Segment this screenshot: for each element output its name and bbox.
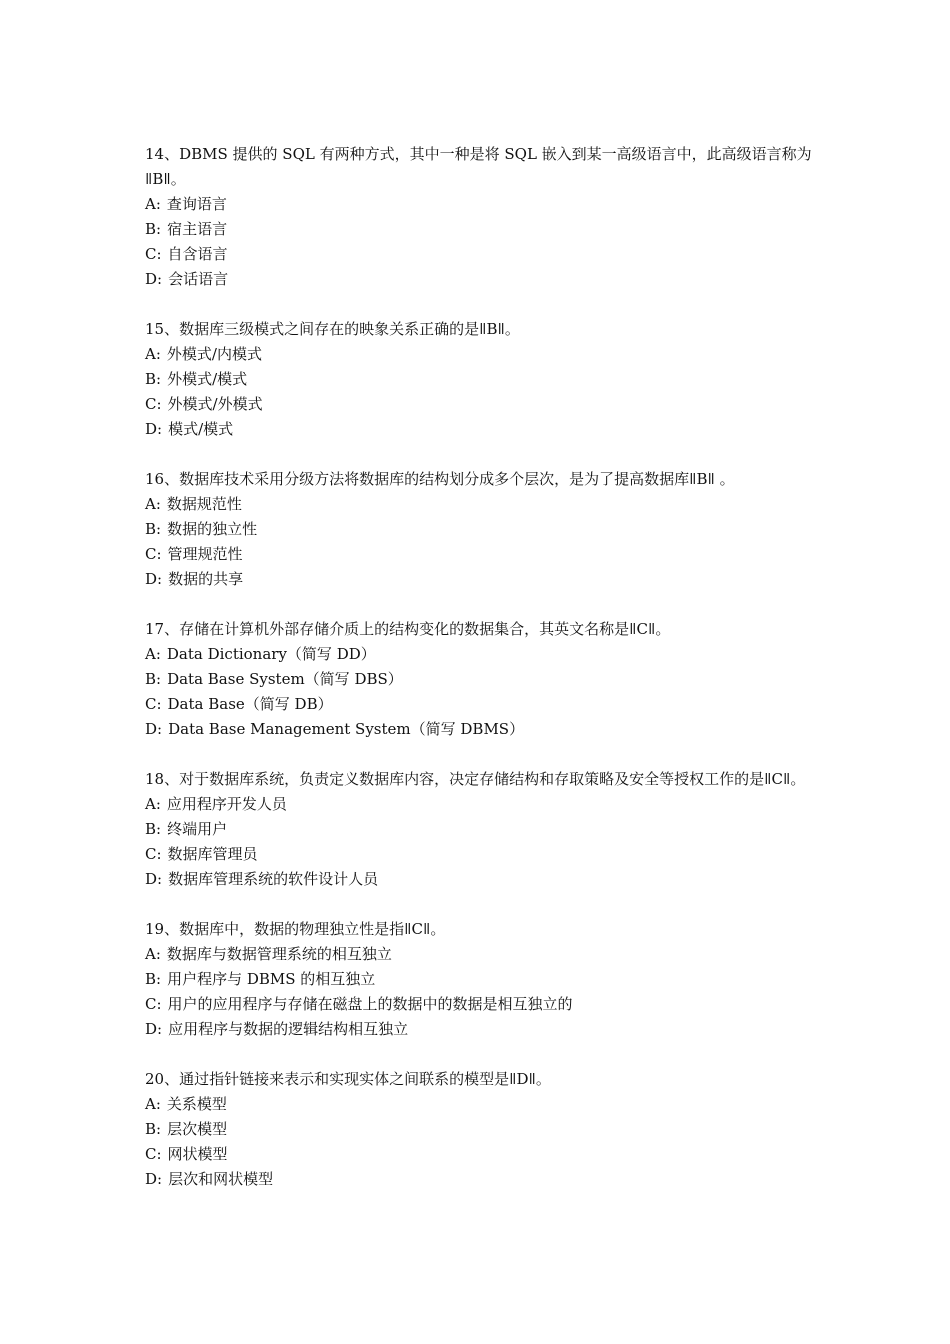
option-a <box>145 492 815 517</box>
option-letter: D: <box>145 570 163 588</box>
option-b <box>145 817 815 842</box>
option-text: 关系模型 <box>166 1095 227 1113</box>
option-c <box>145 1142 815 1167</box>
option-text: 数据库与数据管理系统的相互独立 <box>166 945 392 963</box>
option-letter: D: <box>145 1020 163 1038</box>
option-text: 用户程序与 DBMS 的相互独立 <box>167 970 376 988</box>
option-text: 会话语言 <box>168 270 229 288</box>
option-c <box>145 992 815 1017</box>
option-b <box>145 367 815 392</box>
option-text: 用户的应用程序与存储在磁盘上的数据中的数据是相互独立的 <box>167 995 573 1013</box>
option-letter: A: <box>145 345 161 363</box>
option-text: 网状模型 <box>167 1145 228 1163</box>
option-b <box>145 1117 815 1142</box>
option-letter: A: <box>145 195 161 213</box>
document-page <box>145 142 815 1217</box>
option-text: 自含语言 <box>167 245 228 263</box>
question-stem: 14、DBMS 提供的 SQL 有两种方式，其中一种是将 SQL 嵌入到某一高级语言中，此高级语言称为ǁBǁ。 <box>145 145 812 188</box>
option-letter: B: <box>145 220 162 238</box>
option-text: 模式/模式 <box>168 420 234 438</box>
option-letter: D: <box>145 420 163 438</box>
option-text: Data Base System（简写 DBS） <box>167 670 403 688</box>
option-text: 数据的独立性 <box>167 520 258 538</box>
option-text: 应用程序开发人员 <box>166 795 287 813</box>
option-letter: D: <box>145 870 163 888</box>
question-14 <box>145 142 815 292</box>
option-text: 应用程序与数据的逻辑结构相互独立 <box>168 1020 409 1038</box>
option-c <box>145 242 815 267</box>
option-d <box>145 1167 815 1192</box>
option-d <box>145 1017 815 1042</box>
option-text: 数据规范性 <box>166 495 242 513</box>
question-17 <box>145 617 815 742</box>
option-text: 层次模型 <box>167 1120 228 1138</box>
option-c <box>145 692 815 717</box>
question-stem: 15、数据库三级模式之间存在的映象关系正确的是ǁBǁ。 <box>145 320 520 338</box>
option-a <box>145 942 815 967</box>
option-letter: C: <box>145 695 162 713</box>
option-text: 外模式/内模式 <box>166 345 262 363</box>
option-a <box>145 1092 815 1117</box>
option-letter: C: <box>145 395 162 413</box>
question-18 <box>145 767 815 892</box>
option-letter: B: <box>145 670 162 688</box>
option-text: 查询语言 <box>166 195 227 213</box>
option-letter: A: <box>145 795 161 813</box>
question-19 <box>145 917 815 1042</box>
option-text: 外模式/模式 <box>167 370 248 388</box>
option-c <box>145 392 815 417</box>
option-letter: D: <box>145 1170 163 1188</box>
option-d <box>145 417 815 442</box>
option-d <box>145 717 815 742</box>
option-letter: D: <box>145 720 163 738</box>
option-text: 外模式/外模式 <box>167 395 263 413</box>
option-text: 管理规范性 <box>167 545 243 563</box>
option-b <box>145 517 815 542</box>
option-letter: D: <box>145 270 163 288</box>
option-text: 数据的共享 <box>168 570 244 588</box>
option-letter: B: <box>145 1120 162 1138</box>
option-letter: B: <box>145 520 162 538</box>
option-letter: A: <box>145 495 161 513</box>
question-stem: 20、通过指针链接来表示和实现实体之间联系的模型是ǁDǁ。 <box>145 1070 551 1088</box>
question-15 <box>145 317 815 442</box>
option-letter: B: <box>145 970 162 988</box>
question-stem: 19、数据库中，数据的物理独立性是指ǁCǁ。 <box>145 920 446 938</box>
option-text: 数据库管理员 <box>167 845 258 863</box>
option-letter: C: <box>145 1145 162 1163</box>
option-c <box>145 842 815 867</box>
question-stem: 17、存储在计算机外部存储介质上的结构变化的数据集合，其英文名称是ǁCǁ。 <box>145 620 671 638</box>
option-letter: B: <box>145 370 162 388</box>
question-stem: 16、数据库技术采用分级方法将数据库的结构划分成多个层次，是为了提高数据库ǁBǁ 。 <box>145 470 735 488</box>
option-letter: A: <box>145 645 161 663</box>
option-b <box>145 967 815 992</box>
question-16 <box>145 467 815 592</box>
option-letter: C: <box>145 245 162 263</box>
question-20 <box>145 1067 815 1192</box>
option-text: 层次和网状模型 <box>168 1170 274 1188</box>
option-a <box>145 792 815 817</box>
option-c <box>145 542 815 567</box>
option-d <box>145 267 815 292</box>
option-a <box>145 642 815 667</box>
option-a <box>145 342 815 367</box>
option-b <box>145 217 815 242</box>
option-letter: B: <box>145 820 162 838</box>
option-text: Data Base（简写 DB） <box>167 695 333 713</box>
option-letter: C: <box>145 845 162 863</box>
option-letter: C: <box>145 995 162 1013</box>
option-text: 宿主语言 <box>167 220 228 238</box>
option-text: 数据库管理系统的软件设计人员 <box>168 870 379 888</box>
option-text: 终端用户 <box>167 820 228 838</box>
option-text: Data Dictionary（简写 DD） <box>166 645 376 663</box>
option-d <box>145 567 815 592</box>
question-stem: 18、对于数据库系统，负责定义数据库内容，决定存储结构和存取策略及安全等授权工作的是ǁCǁ。 <box>145 770 806 788</box>
option-text: Data Base Management System（简写 DBMS） <box>168 720 525 738</box>
option-letter: A: <box>145 1095 161 1113</box>
option-letter: A: <box>145 945 161 963</box>
option-letter: C: <box>145 545 162 563</box>
option-d <box>145 867 815 892</box>
option-b <box>145 667 815 692</box>
option-a <box>145 192 815 217</box>
